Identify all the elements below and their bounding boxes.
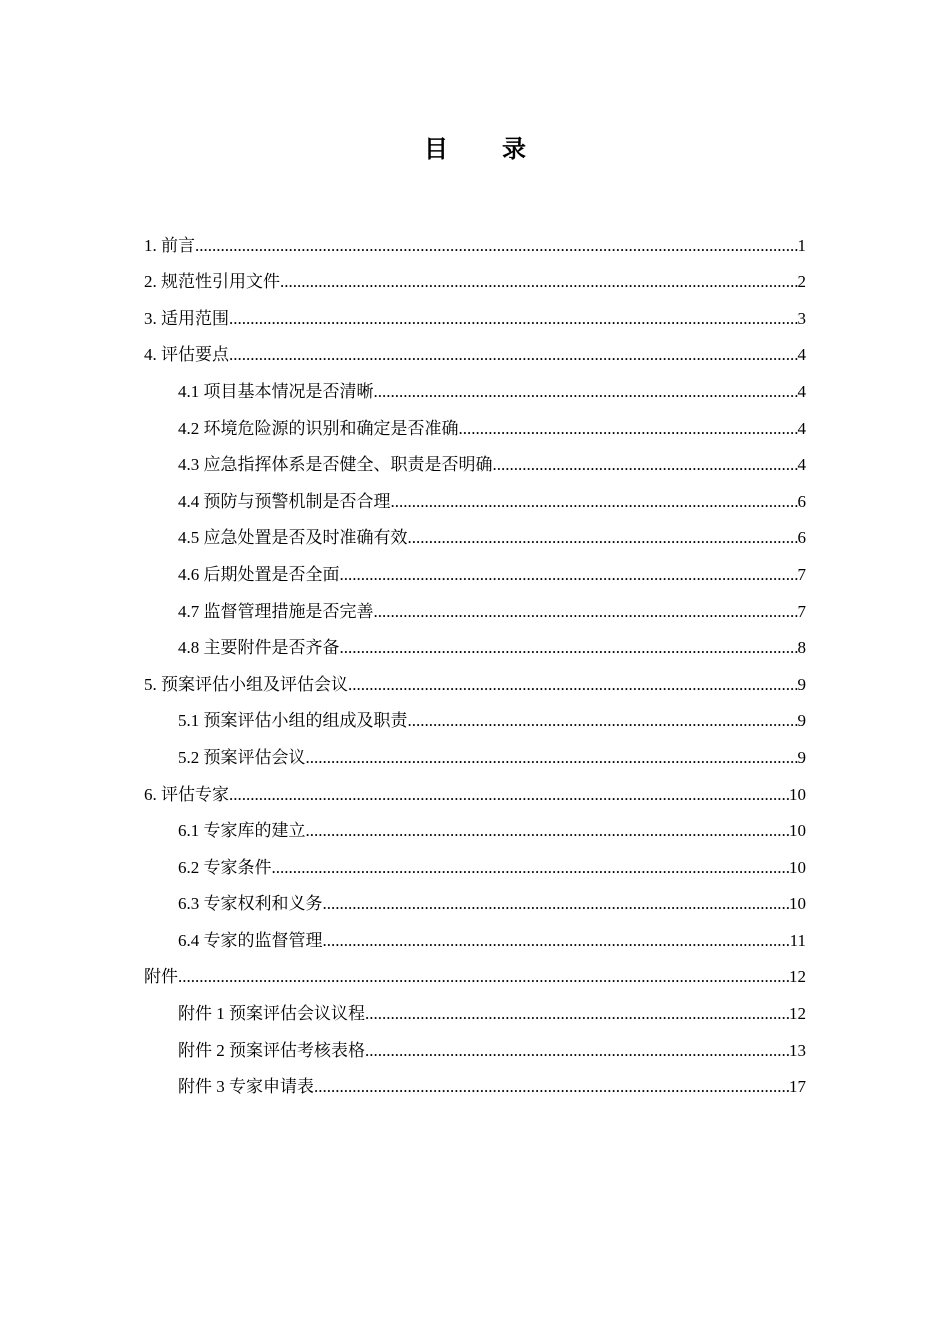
toc-subentry[interactable]	[144, 513, 806, 550]
toc-subentry[interactable]	[144, 440, 806, 477]
toc-dot-leader	[348, 674, 798, 696]
toc-entry[interactable]	[144, 769, 806, 806]
toc-dot-leader	[340, 637, 798, 659]
toc-entry[interactable]	[144, 952, 806, 989]
toc-page-number: 1	[797, 235, 806, 255]
toc-page-number: 10	[789, 821, 806, 841]
toc-page-number: 10	[789, 784, 806, 804]
toc-page-number: 4	[797, 381, 806, 401]
toc-entry-label: 4.7 监督管理措施是否完善	[178, 601, 374, 621]
toc-entry-label: 6.2 专家条件	[178, 857, 272, 877]
toc-page-number: 6	[797, 491, 806, 511]
toc-page-number: 9	[797, 747, 806, 767]
toc-entry-label: 6. 评估专家	[144, 784, 229, 804]
toc-dot-leader	[178, 966, 789, 988]
toc-dot-leader	[229, 308, 798, 330]
toc-subentry[interactable]	[144, 879, 806, 916]
toc-entry-label: 附件 2 预案评估考核表格	[178, 1040, 365, 1060]
toc-entry[interactable]	[144, 293, 806, 330]
toc-entry-label: 6.4 专家的监督管理	[178, 930, 323, 950]
toc-entry-label: 6.3 专家权利和义务	[178, 894, 323, 914]
toc-entry-label: 4.5 应急处置是否及时准确有效	[178, 528, 408, 548]
toc-subentry[interactable]	[144, 696, 806, 733]
toc-page-number: 7	[797, 564, 806, 584]
toc-subentry[interactable]	[144, 623, 806, 660]
toc-dot-leader	[323, 930, 790, 952]
toc-page-number: 17	[789, 1077, 806, 1097]
toc-dot-leader	[229, 784, 789, 806]
toc-subentry[interactable]	[144, 586, 806, 623]
toc-title: 目 录	[424, 137, 550, 163]
toc-page-number: 4	[797, 418, 806, 438]
toc-dot-leader	[323, 893, 790, 915]
toc-subentry[interactable]	[144, 988, 806, 1025]
toc-page-number: 2	[797, 272, 806, 292]
toc-page-number: 13	[789, 1040, 806, 1060]
toc-subentry[interactable]	[144, 842, 806, 879]
toc-entry-label: 4.3 应急指挥体系是否健全、职责是否明确	[178, 455, 493, 475]
toc-entry-label: 5.2 预案评估会议	[178, 747, 306, 767]
toc-entry[interactable]	[144, 330, 806, 367]
toc-subentry[interactable]	[144, 915, 806, 952]
toc-entry-label: 4.4 预防与预警机制是否合理	[178, 491, 391, 511]
toc-subentry[interactable]	[144, 366, 806, 403]
toc-dot-leader	[229, 344, 798, 366]
toc-subentry[interactable]	[144, 1025, 806, 1062]
toc-subentry[interactable]	[144, 476, 806, 513]
toc-subentry[interactable]	[144, 806, 806, 843]
toc-dot-leader	[408, 527, 798, 549]
toc-dot-leader	[365, 1040, 789, 1062]
toc-dot-leader	[493, 454, 798, 476]
toc-page-number: 6	[797, 528, 806, 548]
toc-dot-leader	[408, 710, 798, 732]
toc-entry-label: 5.1 预案评估小组的组成及职责	[178, 711, 408, 731]
toc-entry-label: 6.1 专家库的建立	[178, 821, 306, 841]
toc-entry-label: 2. 规范性引用文件	[144, 272, 280, 292]
toc-subentry[interactable]	[144, 1062, 806, 1099]
toc-dot-leader	[365, 1003, 789, 1025]
toc-entry-label: 1. 前言	[144, 235, 195, 255]
toc-dot-leader	[391, 491, 798, 513]
toc-page-number: 10	[789, 894, 806, 914]
toc-page-number: 10	[789, 857, 806, 877]
toc-page-number: 12	[789, 1004, 806, 1024]
toc-dot-leader	[280, 271, 798, 293]
toc-subentry[interactable]	[144, 732, 806, 769]
toc-subentry[interactable]	[144, 549, 806, 586]
toc-page-number: 8	[797, 638, 806, 658]
toc-entry-label: 附件 3 专家申请表	[178, 1077, 314, 1097]
toc-page-number: 11	[789, 930, 806, 950]
toc-dot-leader	[195, 235, 798, 257]
toc-page-number: 4	[797, 345, 806, 365]
toc-entry[interactable]	[144, 659, 806, 696]
toc-entry[interactable]	[144, 257, 806, 294]
toc-page-number: 7	[797, 601, 806, 621]
toc-entry-label: 4.1 项目基本情况是否清晰	[178, 381, 374, 401]
toc-entry-label: 4.6 后期处置是否全面	[178, 564, 340, 584]
toc-subentry[interactable]	[144, 403, 806, 440]
toc-dot-leader	[306, 820, 790, 842]
toc-entry-label: 3. 适用范围	[144, 308, 229, 328]
toc-entry-label: 5. 预案评估小组及评估会议	[144, 674, 348, 694]
toc-list	[144, 220, 806, 1098]
toc-entry[interactable]	[144, 220, 806, 257]
toc-page-number: 9	[797, 674, 806, 694]
toc-dot-leader	[306, 747, 798, 769]
toc-page-number: 3	[797, 308, 806, 328]
toc-page-number: 9	[797, 711, 806, 731]
toc-entry-label: 附件	[144, 967, 178, 987]
toc-dot-leader	[374, 381, 798, 403]
toc-dot-leader	[374, 601, 798, 623]
toc-dot-leader	[459, 418, 798, 440]
toc-dot-leader	[272, 857, 790, 879]
toc-page-number: 4	[797, 455, 806, 475]
toc-dot-leader	[340, 564, 798, 586]
toc-page-number: 12	[789, 967, 806, 987]
toc-entry-label: 4.8 主要附件是否齐备	[178, 638, 340, 658]
toc-dot-leader	[314, 1076, 789, 1098]
toc-entry-label: 附件 1 预案评估会议议程	[178, 1004, 365, 1024]
toc-entry-label: 4.2 环境危险源的识别和确定是否准确	[178, 418, 459, 438]
toc-entry-label: 4. 评估要点	[144, 345, 229, 365]
